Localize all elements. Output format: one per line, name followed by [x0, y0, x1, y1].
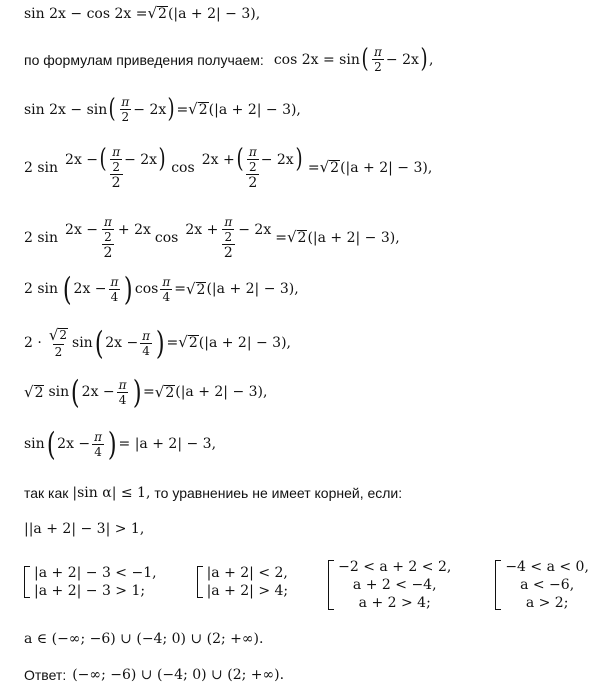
answer-label: Ответ: — [24, 667, 67, 683]
equation-line-6: 2 sin ( 2x − $\frac{\pi}{4}$ ) cos $\frac{\pi}{4}$ = √ 2 (|a + 2| − 3), — [24, 270, 299, 308]
lhs: sin 2x − cos 2x = — [24, 5, 148, 22]
system-3: −2 < a + 2 < 2, a + 2 < −4, a + 2 > 4; — [328, 560, 451, 610]
equation-line-3: sin 2x − sin ( $\frac{\pi}{2}$ − 2x ) = √ 2 (|a + 2| − 3), — [24, 93, 301, 124]
rhs: (|a + 2| − 3), — [167, 5, 261, 22]
equation-line-7: 2 · √ 2 2 sin ( 2x − $\frac{\pi}{4}$ ) = √ 2 (|a + 2| − 3), — [24, 323, 291, 362]
inequality-line: ||a + 2| − 3| > 1, — [24, 521, 145, 537]
equation-line-4: 2 sin 2x − ( $\frac{\pi}{2}$ − 2x ) 2 cos 2x + ( $\frac{\pi}{2}$ − 2x ) 2 = √ 2 (|a + 2| − 3), — [24, 143, 433, 191]
system-2: |a + 2| < 2, |a + 2| > 4; — [197, 566, 289, 598]
answer-value: (−∞; −6) ∪ (−4; 0) ∪ (2; +∞). — [72, 667, 285, 683]
reduction-text: по формулам приведения получаем: — [24, 51, 264, 68]
reduction-formula-line: по формулам приведения получаем: cos 2x = sin ( $\frac{\pi}{2}$ − 2x ) , — [24, 43, 434, 74]
equation-line-8: √ 2 sin ( 2x − $\frac{\pi}{4}$ ) = √ 2 (|a + 2| − 3), — [24, 373, 268, 411]
condition-text-line: так как |sin α| ≤ 1, то уравнениеь не имеет корней, если: — [24, 485, 403, 501]
equation-line-9: sin ( 2x − $\frac{\pi}{4}$ ) = |a + 2| − 3, — [24, 425, 217, 463]
system-1: |a + 2| − 3 < −1, |a + 2| − 3 > 1; — [24, 566, 157, 598]
systems-row — [24, 560, 589, 610]
answer-line — [24, 668, 284, 682]
equation-line-1 — [24, 6, 260, 22]
solution-set-line: a ∈ (−∞; −6) ∪ (−4; 0) ∪ (2; +∞). — [24, 631, 264, 647]
cos-expr: cos 2x = sin — [273, 51, 360, 68]
system-4: −4 < a < 0, a < −6, a > 2; — [495, 560, 589, 610]
equation-line-5: 2 sin 2x − $\frac{\pi}{2}$ + 2x 2 cos 2x + $\frac{\pi}{2}$ − 2x 2 = √ 2 (|a + 2| − 3), — [24, 215, 400, 261]
sqrt-2: √ 2 — [147, 4, 167, 22]
